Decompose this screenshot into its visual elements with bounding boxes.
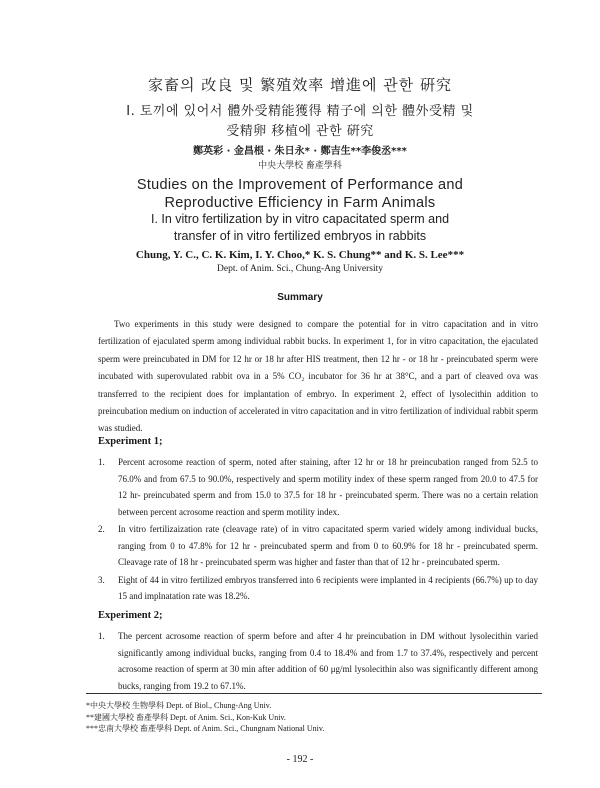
experiment-2-heading: Experiment 2; xyxy=(98,610,163,621)
page-number: - 192 - xyxy=(286,754,314,765)
item-text: The percent acrosome reaction of sperm before and after 4 hr preincubation in DM without lysolecithin varied significantly among individual bucks, ranging from 0.4 to 18.4% and from 1.7 to 37.4%, respectively and percent acrosome reaction of sperm at 30 min after addition of 60 μg/ml lysolecithin also was significantly different among bucks, ranging from 19.2 to 67.1%. xyxy=(118,631,538,691)
experiment-2-list xyxy=(98,628,538,695)
korean-authors: 鄭英彩 · 金昌根 · 朱日永* · 鄭吉生**李俊丞*** xyxy=(193,146,407,157)
item-number: 1. xyxy=(98,457,105,467)
english-subtitle-line-1: I. In vitro fertilization by in vitro capacitated sperm and xyxy=(150,212,450,226)
list-item xyxy=(98,521,538,571)
footnotes xyxy=(86,700,546,735)
english-authors: Chung, Y. C., C. K. Kim, I. Y. Choo,* K. S. Chung** and K. S. Lee*** xyxy=(135,249,465,261)
korean-title-line-1: 家畜의 改良 및 繁殖效率 增進에 관한 硏究 xyxy=(147,76,453,94)
item-number: 1. xyxy=(98,631,105,641)
experiment-1-list xyxy=(98,454,538,606)
experiment-1-heading: Experiment 1; xyxy=(98,436,163,447)
list-item xyxy=(98,572,538,605)
item-text: Eight of 44 in vitro fertilized embryos transferred into 6 recipients were implanted in 4 recipients (66.7%) up to day 15 and implnatation rate was 18.2%. xyxy=(118,574,538,601)
footnote: ***忠南大學校 畜產學科 Dept. of Anim. Sci., Chungnam National Univ. xyxy=(86,724,325,733)
footnote-divider xyxy=(86,693,542,694)
footnote: **建國大學校 畜產學科 Dept. of Anim. Sci., Kon-Kuk Univ. xyxy=(86,712,286,722)
korean-title-line-3: 受精卵 移植에 관한 硏究 xyxy=(226,124,374,139)
item-text: In vitro fertilizaization rate (cleavage rate) of in vitro capacitated sperm varied widely among individual bucks, ranging from 0 to 47.8% for 12 hr - preincubated sperm and from 0 to 60.9% for 18 hr - preincubated sperm. Cleavage rate of 18 hr - preincubated sperm was higher and faster than that of 12 hr - preincubated sperm. xyxy=(118,524,538,567)
abstract-paragraph: Two experiments in this study were designed to compare the potential for in vitro capacitation and in vitro fertilization of ejaculated sperm among individual rabbit bucks. In experiment 1, for in vitro capacitation, the ejaculated sperm were preincubated in DM for 12 hr or 18 hr after HIS treatment, then 12 hr - or 18 hr - preincubated sperm were incubated with superovulated rabbit ova in a 5% CO₂ incubator for 36 hr at 38°C, and a part of cleaved ova was transferred to the recipient does for implantation of embryo. In experiment 2, effect of lysolecithin addition to preincubation medium on induction of accelerated in vitro capacitation and in vitro fertilization of individual rabbit sperm was studied. xyxy=(98,319,538,434)
english-title-line-1: Studies on the Improvement of Performance and xyxy=(136,177,464,193)
item-number: 2. xyxy=(98,524,105,534)
korean-affiliation: 中央大學校 畜產學科 xyxy=(258,161,342,171)
list-item xyxy=(98,454,538,520)
department: Dept. of Anim. Sci., Chung-Ang University xyxy=(217,264,383,274)
item-text: Percent acrosome reaction of sperm, noted after staining, after 12 hr or 18 hr preincubation ranged from 52.5 to 76.0% and from 67.5 to 90.0%, respectively and sperm motility index of these sperm ranged from 20.0 to 47.5 for 12 hr- preincubated sperm and from 15.0 to 37.5 for 18 hr - preincubated sperm. There was no a certain relation between percent acrosome reaction and sperm motility index. xyxy=(118,457,538,517)
korean-title-line-2: Ⅰ. 토끼에 있어서 體外受精能獲得 精子에 의한 體外受精 및 xyxy=(126,104,474,119)
item-number: 3. xyxy=(98,574,105,585)
summary-heading: Summary xyxy=(277,292,323,303)
list-item xyxy=(98,628,538,694)
english-subtitle-line-2: transfer of in vitro fertilized embryos in rabbits xyxy=(173,229,427,243)
english-title-line-2: Reproductive Efficiency in Farm Animals xyxy=(164,195,436,211)
footnote: *中央大學校 生物學科 Dept. of Biol., Chung-Ang Univ. xyxy=(86,701,272,710)
